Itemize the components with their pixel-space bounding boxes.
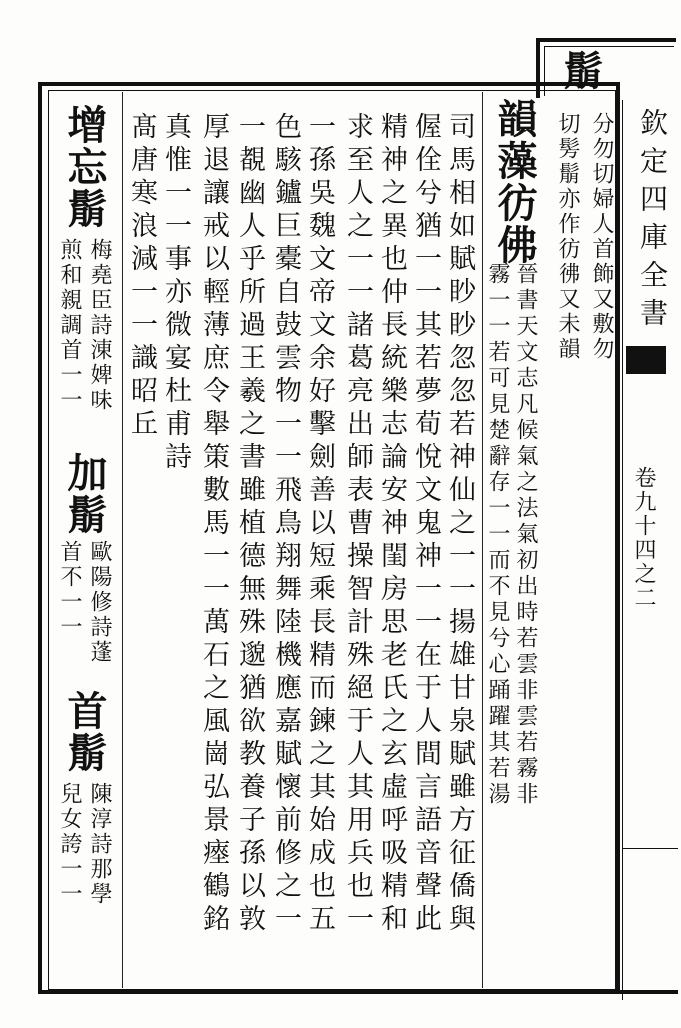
text-column: 偓佺兮猶一一其若夢荀悅文鬼神一一在于人間言語音聲此 <box>410 112 441 937</box>
text-column: 真惟一一事亦微宴杜甫詩 <box>160 112 191 475</box>
note-line-2: 霧一一若可見楚辭存一一而不見兮心踊躍其若湯 <box>485 262 510 808</box>
margin-title: 欽定四庫全書 <box>636 108 669 336</box>
addition-note-5: 陳淳詩那學 <box>87 782 112 907</box>
text-column: 色駭鑪巨橐自鼓雲物一一飛鳥翔舞陸機應嘉賦懷前修之一 <box>270 112 301 937</box>
text-column: 精神之異也仲長統樂志論安神閨房思老氏之玄虛呼吸精和 <box>376 112 407 937</box>
column-rule <box>122 92 123 988</box>
margin-divider <box>622 848 678 849</box>
column-rule <box>482 92 483 988</box>
addition-heading-2: 加鬅 <box>61 452 108 536</box>
addition-note-4: 首不一一 <box>57 540 82 640</box>
text-column: 一孫吳魏文帝文余好擊劍善以短乘長精而鍊之其始成也五 <box>304 112 335 937</box>
note-line-1: 晉書天文志凡候氣之法氣初出時若雲非雲若霧非 <box>513 262 538 808</box>
addition-note-1: 梅堯臣詩涷婢味 <box>87 238 112 413</box>
addition-note-2: 煎和親調首一一 <box>57 238 82 413</box>
entry-note-right: 分勿切婦人首飾又敷勿 <box>589 112 614 362</box>
addition-heading: 增忘鬅 <box>61 104 108 230</box>
fish-tail-mark <box>626 346 666 374</box>
addition-heading-3: 首鬅 <box>61 690 108 774</box>
text-column: 厚退讓戒以輕薄庶令舉策數馬一一萬石之風崗弘景瘞鶴銘 <box>198 112 229 937</box>
volume-label: 卷九十四之二 <box>631 466 656 610</box>
text-column: 求至人之一一諸葛亮出師表曹操智計殊絕于人其用兵也一 <box>342 112 373 937</box>
addition-note-6: 兒女誇一一 <box>57 782 82 907</box>
entry-head: 鬅 <box>557 50 604 92</box>
rhyme-heading: 韻藻彷佛 <box>491 98 538 266</box>
text-column: 一覩幽人乎所過王羲之書雖植德無殊邈猶欲教養子孫以敦 <box>234 112 265 937</box>
addition-note-3: 歐陽修詩蓬 <box>87 540 112 665</box>
bottom-rule <box>38 990 678 994</box>
text-column: 髙唐寒浪減一一識昭丘 <box>126 112 157 442</box>
entry-heading-column <box>557 50 604 92</box>
entry-note-left: 切髣鬅亦作彷彿又未韻 <box>555 112 580 362</box>
text-column: 司馬相如賦眇眇忽忽若神仙之一一揚雄甘泉賦雖方征僑與 <box>444 112 475 937</box>
